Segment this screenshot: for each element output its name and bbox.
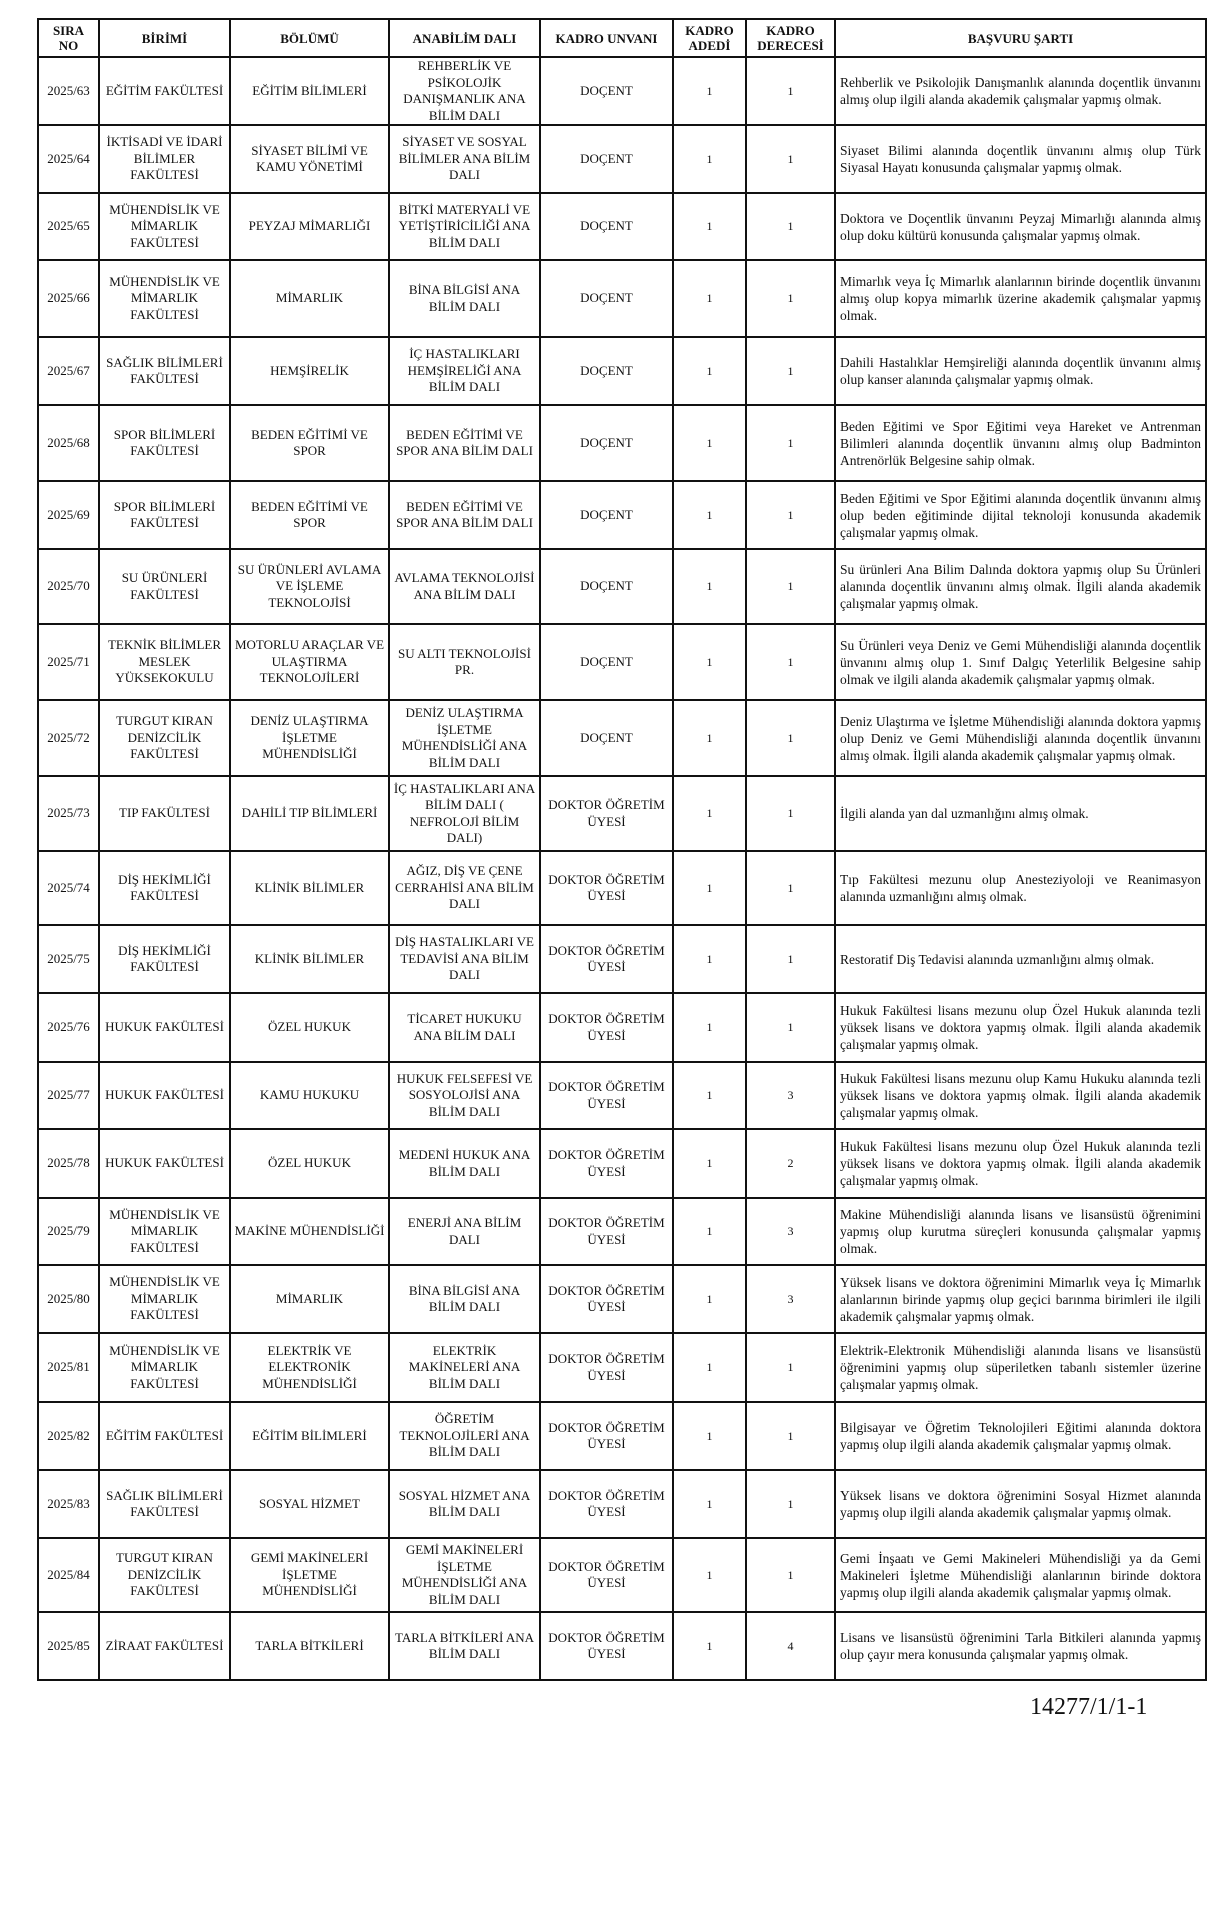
cell-bolumu: GEMİ MAKİNELERİ İŞLETME MÜHENDİSLİĞİ [230, 1538, 389, 1612]
cell-basvuru-sarti: Doktora ve Doçentlik ünvanını Peyzaj Mimarlığı alanında almış olup doku kültürü konusunda çalışmalar yapmış olmak. [835, 193, 1206, 260]
cell-sira-no: 2025/83 [38, 1470, 99, 1538]
cell-bolumu: BEDEN EĞİTİMİ VE SPOR [230, 405, 389, 481]
cell-bolumu: EĞİTİM BİLİMLERİ [230, 57, 389, 125]
table-row [38, 405, 1206, 481]
cell-bolumu: ÖZEL HUKUK [230, 993, 389, 1062]
cell-kadro-derecesi: 1 [746, 700, 835, 776]
cell-kadro-adedi: 1 [673, 57, 746, 125]
cell-sira-no: 2025/80 [38, 1265, 99, 1333]
cell-kadro-derecesi: 1 [746, 125, 835, 193]
cell-kadro-derecesi: 1 [746, 260, 835, 337]
cell-bolumu: MİMARLIK [230, 1265, 389, 1333]
cell-birimi: HUKUK FAKÜLTESİ [99, 1129, 230, 1198]
table-row [38, 776, 1206, 851]
table-row [38, 925, 1206, 993]
cell-birimi: SPOR BİLİMLERİ FAKÜLTESİ [99, 481, 230, 549]
cell-sira-no: 2025/63 [38, 57, 99, 125]
table-row [38, 337, 1206, 405]
cell-kadro-adedi: 1 [673, 925, 746, 993]
cell-anabilim-dali: SİYASET VE SOSYAL BİLİMLER ANA BİLİM DALI [389, 125, 540, 193]
cell-anabilim-dali: AĞIZ, DİŞ VE ÇENE CERRAHİSİ ANA BİLİM DALI [389, 851, 540, 925]
cell-kadro-unvani: DOÇENT [540, 624, 673, 700]
cell-sira-no: 2025/73 [38, 776, 99, 851]
cell-basvuru-sarti: Hukuk Fakültesi lisans mezunu olup Kamu Hukuku alanında tezli yüksek lisans ve doktora yapmış olmak. İlgili alanda akademik çalışmalar yapmış olmak. [835, 1062, 1206, 1129]
cell-basvuru-sarti: Makine Mühendisliği alanında lisans ve lisansüstü öğrenimini yapmış olup kurutma süreçleri konusunda çalışmalar yapmış olmak. [835, 1198, 1206, 1265]
cell-sira-no: 2025/84 [38, 1538, 99, 1612]
cell-sira-no: 2025/85 [38, 1612, 99, 1680]
cell-anabilim-dali: ENERJİ ANA BİLİM DALI [389, 1198, 540, 1265]
cell-kadro-unvani: DOKTOR ÖĞRETİM ÜYESİ [540, 993, 673, 1062]
cell-basvuru-sarti: Siyaset Bilimi alanında doçentlik ünvanını almış olup Türk Siyasal Hayatı konusunda çalışmalar yapmış olmak. [835, 125, 1206, 193]
cell-sira-no: 2025/64 [38, 125, 99, 193]
cell-anabilim-dali: BEDEN EĞİTİMİ VE SPOR ANA BİLİM DALI [389, 405, 540, 481]
cell-kadro-adedi: 1 [673, 1129, 746, 1198]
cell-sira-no: 2025/65 [38, 193, 99, 260]
cell-birimi: SPOR BİLİMLERİ FAKÜLTESİ [99, 405, 230, 481]
cell-kadro-unvani: DOKTOR ÖĞRETİM ÜYESİ [540, 776, 673, 851]
cell-kadro-adedi: 1 [673, 549, 746, 624]
table-row [38, 624, 1206, 700]
header-anabilim-dali: ANABİLİM DALI [389, 19, 540, 57]
cell-birimi: DİŞ HEKİMLİĞİ FAKÜLTESİ [99, 925, 230, 993]
cell-birimi: MÜHENDİSLİK VE MİMARLIK FAKÜLTESİ [99, 193, 230, 260]
cell-bolumu: KAMU HUKUKU [230, 1062, 389, 1129]
cell-anabilim-dali: İÇ HASTALIKLARI ANA BİLİM DALI ( NEFROLOJİ BİLİM DALI) [389, 776, 540, 851]
cell-kadro-unvani: DOÇENT [540, 125, 673, 193]
cell-anabilim-dali: HUKUK FELSEFESİ VE SOSYOLOJİSİ ANA BİLİM DALI [389, 1062, 540, 1129]
cell-kadro-derecesi: 1 [746, 337, 835, 405]
cell-sira-no: 2025/74 [38, 851, 99, 925]
cell-basvuru-sarti: Yüksek lisans ve doktora öğrenimini Sosyal Hizmet alanında yapmış olup ilgili alanda akademik çalışmalar yapmış olmak. [835, 1470, 1206, 1538]
cell-kadro-adedi: 1 [673, 1333, 746, 1402]
cell-kadro-adedi: 1 [673, 481, 746, 549]
cell-kadro-derecesi: 1 [746, 925, 835, 993]
cell-kadro-derecesi: 2 [746, 1129, 835, 1198]
cell-bolumu: SU ÜRÜNLERİ AVLAMA VE İŞLEME TEKNOLOJİSİ [230, 549, 389, 624]
cell-kadro-derecesi: 4 [746, 1612, 835, 1680]
cell-anabilim-dali: DİŞ HASTALIKLARI VE TEDAVİSİ ANA BİLİM DALI [389, 925, 540, 993]
cell-anabilim-dali: TARLA BİTKİLERİ ANA BİLİM DALI [389, 1612, 540, 1680]
cell-anabilim-dali: BEDEN EĞİTİMİ VE SPOR ANA BİLİM DALI [389, 481, 540, 549]
cell-kadro-derecesi: 3 [746, 1265, 835, 1333]
table-header [38, 19, 1206, 57]
cell-basvuru-sarti: Su Ürünleri veya Deniz ve Gemi Mühendisliği alanında doçentlik ünvanını almış olup 1. Sınıf Dalgıç Yeterlilik Belgesine sahip olmak ve ilgili alanda akademik çalışmalar yapmış olmak. [835, 624, 1206, 700]
table-row [38, 481, 1206, 549]
cell-kadro-adedi: 1 [673, 993, 746, 1062]
header-kadro-derecesi: KADRO DERECESİ [746, 19, 835, 57]
cell-birimi: MÜHENDİSLİK VE MİMARLIK FAKÜLTESİ [99, 1265, 230, 1333]
cell-sira-no: 2025/67 [38, 337, 99, 405]
cell-sira-no: 2025/82 [38, 1402, 99, 1470]
table-row [38, 1333, 1206, 1402]
cell-kadro-unvani: DOÇENT [540, 700, 673, 776]
cell-kadro-unvani: DOKTOR ÖĞRETİM ÜYESİ [540, 1402, 673, 1470]
cell-kadro-unvani: DOKTOR ÖĞRETİM ÜYESİ [540, 1062, 673, 1129]
cell-birimi: SAĞLIK BİLİMLERİ FAKÜLTESİ [99, 337, 230, 405]
cell-bolumu: ELEKTRİK VE ELEKTRONİK MÜHENDİSLİĞİ [230, 1333, 389, 1402]
cell-kadro-derecesi: 1 [746, 1402, 835, 1470]
cell-kadro-unvani: DOKTOR ÖĞRETİM ÜYESİ [540, 1129, 673, 1198]
cell-anabilim-dali: ÖĞRETİM TEKNOLOJİLERİ ANA BİLİM DALI [389, 1402, 540, 1470]
table-row [38, 993, 1206, 1062]
cell-basvuru-sarti: Bilgisayar ve Öğretim Teknolojileri Eğitimi alanında doktora yapmış olup ilgili alanda akademik çalışmalar yapmış olmak. [835, 1402, 1206, 1470]
cell-basvuru-sarti: Gemi İnşaatı ve Gemi Makineleri Mühendisliği ya da Gemi Makineleri İşletme Mühendisliği alanlarının birinde doktora yapmış olup ilgili alanda akademik çalışmalar yapmış olmak. [835, 1538, 1206, 1612]
cell-birimi: TEKNİK BİLİMLER MESLEK YÜKSEKOKULU [99, 624, 230, 700]
cell-kadro-adedi: 1 [673, 851, 746, 925]
cell-sira-no: 2025/72 [38, 700, 99, 776]
cell-anabilim-dali: BİNA BİLGİSİ ANA BİLİM DALI [389, 260, 540, 337]
cell-anabilim-dali: DENİZ ULAŞTIRMA İŞLETME MÜHENDİSLİĞİ ANA BİLİM DALI [389, 700, 540, 776]
cell-anabilim-dali: SU ALTI TEKNOLOJİSİ PR. [389, 624, 540, 700]
cell-birimi: ZİRAAT FAKÜLTESİ [99, 1612, 230, 1680]
cell-kadro-derecesi: 1 [746, 193, 835, 260]
cell-anabilim-dali: SOSYAL HİZMET ANA BİLİM DALI [389, 1470, 540, 1538]
cell-kadro-adedi: 1 [673, 1538, 746, 1612]
table-row [38, 1612, 1206, 1680]
cell-basvuru-sarti: Beden Eğitimi ve Spor Eğitimi alanında doçentlik ünvanını almış olup beden eğitiminde dijital teknoloji konusunda akademik çalışmalar yapmış olmak. [835, 481, 1206, 549]
cell-kadro-derecesi: 1 [746, 481, 835, 549]
cell-kadro-unvani: DOÇENT [540, 193, 673, 260]
cell-basvuru-sarti: Yüksek lisans ve doktora öğrenimini Mimarlık veya İç Mimarlık alanlarının birinde yapmış olup geçici barınma birimleri ile ilgili akademik çalışmalar yapmış olmak. [835, 1265, 1206, 1333]
cell-sira-no: 2025/71 [38, 624, 99, 700]
cell-kadro-adedi: 1 [673, 1062, 746, 1129]
table-row [38, 1402, 1206, 1470]
table-row [38, 1129, 1206, 1198]
cell-birimi: MÜHENDİSLİK VE MİMARLIK FAKÜLTESİ [99, 260, 230, 337]
table-row [38, 1265, 1206, 1333]
table-row [38, 125, 1206, 193]
cell-kadro-adedi: 1 [673, 405, 746, 481]
cell-kadro-derecesi: 1 [746, 57, 835, 125]
cell-kadro-derecesi: 1 [746, 1538, 835, 1612]
cell-anabilim-dali: İÇ HASTALIKLARI HEMŞİRELİĞİ ANA BİLİM DALI [389, 337, 540, 405]
cell-bolumu: HEMŞİRELİK [230, 337, 389, 405]
cell-anabilim-dali: MEDENİ HUKUK ANA BİLİM DALI [389, 1129, 540, 1198]
table-row [38, 1470, 1206, 1538]
cell-kadro-unvani: DOÇENT [540, 57, 673, 125]
table-row [38, 851, 1206, 925]
cell-basvuru-sarti: İlgili alanda yan dal uzmanlığını almış olmak. [835, 776, 1206, 851]
cell-kadro-derecesi: 3 [746, 1198, 835, 1265]
cell-kadro-unvani: DOKTOR ÖĞRETİM ÜYESİ [540, 1265, 673, 1333]
cell-anabilim-dali: BİTKİ MATERYALİ VE YETİŞTİRİCİLİĞİ ANA BİLİM DALI [389, 193, 540, 260]
cell-bolumu: TARLA BİTKİLERİ [230, 1612, 389, 1680]
table-row [38, 193, 1206, 260]
cell-anabilim-dali: TİCARET HUKUKU ANA BİLİM DALI [389, 993, 540, 1062]
cell-basvuru-sarti: Elektrik-Elektronik Mühendisliği alanında lisans ve lisansüstü öğrenimini yapmış olup süperiletken tabanlı sistemler üzerine çalışmalar yapmış olmak. [835, 1333, 1206, 1402]
cell-basvuru-sarti: Rehberlik ve Psikolojik Danışmanlık alanında doçentlik ünvanını almış olup ilgili alanda akademik çalışmalar yapmış olmak. [835, 57, 1206, 125]
table-row [38, 1538, 1206, 1612]
table-row [38, 260, 1206, 337]
cell-kadro-derecesi: 1 [746, 1333, 835, 1402]
cell-bolumu: KLİNİK BİLİMLER [230, 925, 389, 993]
cell-birimi: EĞİTİM FAKÜLTESİ [99, 57, 230, 125]
cell-kadro-unvani: DOÇENT [540, 260, 673, 337]
cell-kadro-adedi: 1 [673, 337, 746, 405]
table-row [38, 57, 1206, 125]
cell-kadro-derecesi: 1 [746, 1470, 835, 1538]
cell-kadro-derecesi: 1 [746, 993, 835, 1062]
cell-kadro-adedi: 1 [673, 1198, 746, 1265]
cell-basvuru-sarti: Restoratif Diş Tedavisi alanında uzmanlığını almış olmak. [835, 925, 1206, 993]
cell-basvuru-sarti: Hukuk Fakültesi lisans mezunu olup Özel Hukuk alanında tezli yüksek lisans ve doktora yapmış olmak. İlgili alanda akademik çalışmalar yapmış olmak. [835, 993, 1206, 1062]
cell-kadro-unvani: DOÇENT [540, 549, 673, 624]
cell-anabilim-dali: AVLAMA TEKNOLOJİSİ ANA BİLİM DALI [389, 549, 540, 624]
cell-basvuru-sarti: Dahili Hastalıklar Hemşireliği alanında doçentlik ünvanını almış olup kanser alanında çalışmalar yapmış olmak. [835, 337, 1206, 405]
table-row [38, 700, 1206, 776]
cell-sira-no: 2025/75 [38, 925, 99, 993]
cell-kadro-adedi: 1 [673, 776, 746, 851]
header-sira-no: SIRA NO [38, 19, 99, 57]
cell-kadro-unvani: DOKTOR ÖĞRETİM ÜYESİ [540, 1198, 673, 1265]
cell-anabilim-dali: ELEKTRİK MAKİNELERİ ANA BİLİM DALI [389, 1333, 540, 1402]
cell-basvuru-sarti: Su ürünleri Ana Bilim Dalında doktora yapmış olup Su Ürünleri alanında doçentlik ünvanını almış olmak. İlgili alanda akademik çalışmalar yapmış olmak. [835, 549, 1206, 624]
cell-kadro-adedi: 1 [673, 260, 746, 337]
cell-basvuru-sarti: Hukuk Fakültesi lisans mezunu olup Özel Hukuk alanında tezli yüksek lisans ve doktora yapmış olmak. İlgili alanda akademik çalışmalar yapmış olmak. [835, 1129, 1206, 1198]
cell-bolumu: KLİNİK BİLİMLER [230, 851, 389, 925]
cell-birimi: HUKUK FAKÜLTESİ [99, 993, 230, 1062]
cell-sira-no: 2025/76 [38, 993, 99, 1062]
cell-basvuru-sarti: Beden Eğitimi ve Spor Eğitimi veya Hareket ve Antrenman Bilimleri alanında doçentlik ünvanını almış olup Badminton Antrenörlük Belgesine sahip olmak. [835, 405, 1206, 481]
cell-bolumu: SİYASET BİLİMİ VE KAMU YÖNETİMİ [230, 125, 389, 193]
cell-kadro-derecesi: 3 [746, 1062, 835, 1129]
cell-birimi: SU ÜRÜNLERİ FAKÜLTESİ [99, 549, 230, 624]
cell-kadro-adedi: 1 [673, 624, 746, 700]
cell-bolumu: MOTORLU ARAÇLAR VE ULAŞTIRMA TEKNOLOJİLERİ [230, 624, 389, 700]
cell-kadro-adedi: 1 [673, 125, 746, 193]
cell-birimi: MÜHENDİSLİK VE MİMARLIK FAKÜLTESİ [99, 1198, 230, 1265]
cell-kadro-derecesi: 1 [746, 851, 835, 925]
cell-kadro-unvani: DOKTOR ÖĞRETİM ÜYESİ [540, 925, 673, 993]
document-reference: 14277/1/1-1 [1030, 1694, 1148, 1720]
cell-kadro-adedi: 1 [673, 1612, 746, 1680]
cell-kadro-unvani: DOKTOR ÖĞRETİM ÜYESİ [540, 1333, 673, 1402]
cell-kadro-unvani: DOKTOR ÖĞRETİM ÜYESİ [540, 1612, 673, 1680]
cell-bolumu: MAKİNE MÜHENDİSLİĞİ [230, 1198, 389, 1265]
cell-sira-no: 2025/77 [38, 1062, 99, 1129]
table-body [38, 57, 1206, 1680]
cell-bolumu: BEDEN EĞİTİMİ VE SPOR [230, 481, 389, 549]
cell-kadro-derecesi: 1 [746, 776, 835, 851]
positions-table [37, 18, 1207, 1681]
cell-birimi: İKTİSADİ VE İDARİ BİLİMLER FAKÜLTESİ [99, 125, 230, 193]
cell-kadro-unvani: DOÇENT [540, 337, 673, 405]
cell-sira-no: 2025/68 [38, 405, 99, 481]
cell-sira-no: 2025/70 [38, 549, 99, 624]
cell-basvuru-sarti: Tıp Fakültesi mezunu olup Anesteziyoloji ve Reanimasyon alanında uzmanlığını almış olmak. [835, 851, 1206, 925]
cell-birimi: EĞİTİM FAKÜLTESİ [99, 1402, 230, 1470]
header-kadro-unvani: KADRO UNVANI [540, 19, 673, 57]
cell-kadro-derecesi: 1 [746, 624, 835, 700]
cell-bolumu: PEYZAJ MİMARLIĞI [230, 193, 389, 260]
cell-kadro-unvani: DOKTOR ÖĞRETİM ÜYESİ [540, 851, 673, 925]
header-kadro-adedi: KADRO ADEDİ [673, 19, 746, 57]
cell-kadro-adedi: 1 [673, 1470, 746, 1538]
cell-bolumu: MİMARLIK [230, 260, 389, 337]
cell-sira-no: 2025/79 [38, 1198, 99, 1265]
cell-sira-no: 2025/69 [38, 481, 99, 549]
cell-bolumu: SOSYAL HİZMET [230, 1470, 389, 1538]
cell-basvuru-sarti: Deniz Ulaştırma ve İşletme Mühendisliği alanında doktora yapmış olup Deniz ve Gemi Mühendisliği alanında doçentlik ünvanını almış olmak. İlgili alanda akademik çalışmalar yapmış olmak. [835, 700, 1206, 776]
cell-kadro-unvani: DOÇENT [540, 481, 673, 549]
cell-birimi: TURGUT KIRAN DENİZCİLİK FAKÜLTESİ [99, 1538, 230, 1612]
cell-basvuru-sarti: Mimarlık veya İç Mimarlık alanlarının birinde doçentlik ünvanını almış olup kopya mimarlık üzerine akademik çalışmalar yapmış olmak. [835, 260, 1206, 337]
cell-kadro-derecesi: 1 [746, 549, 835, 624]
cell-kadro-derecesi: 1 [746, 405, 835, 481]
header-birimi: BİRİMİ [99, 19, 230, 57]
cell-sira-no: 2025/66 [38, 260, 99, 337]
table-row [38, 1198, 1206, 1265]
cell-birimi: HUKUK FAKÜLTESİ [99, 1062, 230, 1129]
cell-anabilim-dali: BİNA BİLGİSİ ANA BİLİM DALI [389, 1265, 540, 1333]
table-row [38, 549, 1206, 624]
header-bolumu: BÖLÜMÜ [230, 19, 389, 57]
cell-birimi: MÜHENDİSLİK VE MİMARLIK FAKÜLTESİ [99, 1333, 230, 1402]
cell-bolumu: EĞİTİM BİLİMLERİ [230, 1402, 389, 1470]
cell-basvuru-sarti: Lisans ve lisansüstü öğrenimini Tarla Bitkileri alanında yapmış olup çayır mera konusunda çalışmalar yapmış olmak. [835, 1612, 1206, 1680]
cell-kadro-unvani: DOÇENT [540, 405, 673, 481]
cell-bolumu: DENİZ ULAŞTIRMA İŞLETME MÜHENDİSLİĞİ [230, 700, 389, 776]
table-row [38, 1062, 1206, 1129]
cell-kadro-adedi: 1 [673, 1402, 746, 1470]
cell-bolumu: DAHİLİ TIP BİLİMLERİ [230, 776, 389, 851]
cell-kadro-adedi: 1 [673, 193, 746, 260]
cell-birimi: TURGUT KIRAN DENİZCİLİK FAKÜLTESİ [99, 700, 230, 776]
cell-kadro-adedi: 1 [673, 700, 746, 776]
cell-kadro-unvani: DOKTOR ÖĞRETİM ÜYESİ [540, 1538, 673, 1612]
cell-bolumu: ÖZEL HUKUK [230, 1129, 389, 1198]
header-basvuru-sarti: BAŞVURU ŞARTI [835, 19, 1206, 57]
cell-kadro-unvani: DOKTOR ÖĞRETİM ÜYESİ [540, 1470, 673, 1538]
cell-sira-no: 2025/78 [38, 1129, 99, 1198]
cell-birimi: SAĞLIK BİLİMLERİ FAKÜLTESİ [99, 1470, 230, 1538]
cell-anabilim-dali: GEMİ MAKİNELERİ İŞLETME MÜHENDİSLİĞİ ANA BİLİM DALI [389, 1538, 540, 1612]
cell-kadro-adedi: 1 [673, 1265, 746, 1333]
cell-birimi: DİŞ HEKİMLİĞİ FAKÜLTESİ [99, 851, 230, 925]
cell-sira-no: 2025/81 [38, 1333, 99, 1402]
cell-anabilim-dali: REHBERLİK VE PSİKOLOJİK DANIŞMANLIK ANA BİLİM DALI [389, 57, 540, 125]
cell-birimi: TIP FAKÜLTESİ [99, 776, 230, 851]
